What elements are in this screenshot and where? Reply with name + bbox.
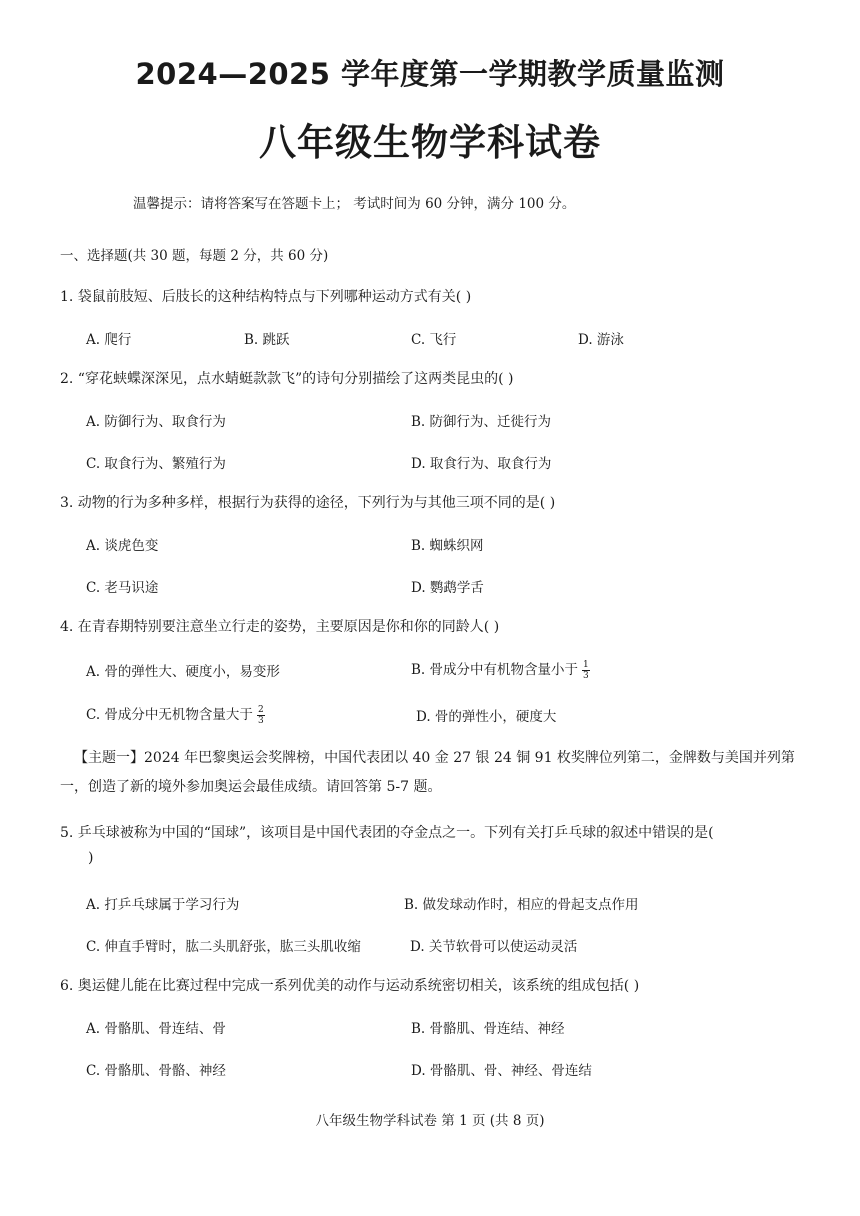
question-2-option-b: B. 防御行为、迁徙行为 bbox=[411, 414, 552, 430]
exam-subtitle: 八年级生物学科试卷 bbox=[259, 121, 601, 164]
question-5-option-b: B. 做发球动作时，相应的骨起支点作用 bbox=[404, 897, 639, 913]
question-6-option-d: D. 骨骼肌、骨、神经、骨连结 bbox=[411, 1063, 592, 1079]
question-3-option-b: B. 蜘蛛织网 bbox=[411, 538, 484, 554]
question-3-stem: 3. 动物的行为多种多样，根据行为获得的途径，下列行为与其他三项不同的是( ) bbox=[60, 495, 556, 511]
question-5-option-a: A. 打乒乓球属于学习行为 bbox=[86, 897, 240, 913]
question-1-option-b: B. 跳跃 bbox=[244, 332, 290, 348]
section-title: 一、选择题(共 30 题，每题 2 分，共 60 分) bbox=[60, 248, 329, 264]
fraction-two-thirds: $\frac{2}{3}$ bbox=[257, 705, 264, 726]
question-6-option-b: B. 骨骼肌、骨连结、神经 bbox=[411, 1021, 565, 1037]
question-5-option-d: D. 关节软骨可以使运动灵活 bbox=[410, 939, 578, 955]
question-3-option-a: A. 谈虎色变 bbox=[86, 538, 159, 554]
question-4-option-c-text: C. 骨成分中无机物含量大于 bbox=[86, 707, 253, 723]
question-1-stem: 1. 袋鼠前肢短、后肢长的这种结构特点与下列哪种运动方式有关( ) bbox=[60, 289, 472, 305]
question-3-option-d: D. 鹦鹉学舌 bbox=[411, 580, 484, 596]
question-6-option-c: C. 骨骼肌、骨骼、神经 bbox=[86, 1063, 226, 1079]
question-4-option-b-text: B. 骨成分中有机物含量小于 bbox=[411, 662, 579, 678]
theme-paragraph: 【主题一】2024 年巴黎奥运会奖牌榜，中国代表团以 40 金 27 银 24 铜 91 枚奖牌位列第二，金牌数与美国并列第一，创造了新的境外参加奥运会最佳成绩。请回答第 5-7 题。 bbox=[60, 750, 795, 795]
question-4-option-b bbox=[411, 658, 590, 681]
question-5-stem-continuation: ) bbox=[88, 850, 94, 866]
question-2-option-c: C. 取食行为、繁殖行为 bbox=[86, 456, 226, 472]
exam-tip: 温馨提示：请将答案写在答题卡上； 考试时间为 60 分钟，满分 100 分。 bbox=[133, 196, 576, 212]
question-2-stem: 2. “穿花蛱蝶深深见，点水蜻蜓款款飞”的诗句分别描绘了这两类昆虫的( ) bbox=[60, 371, 514, 387]
question-1-option-d: D. 游泳 bbox=[578, 332, 624, 348]
question-4-option-a: A. 骨的弹性大、硬度小，易变形 bbox=[86, 664, 280, 680]
question-4-stem: 4. 在青春期特别要注意坐立行走的姿势，主要原因是你和你的同龄人( ) bbox=[60, 619, 500, 635]
question-4-option-c bbox=[86, 703, 265, 726]
question-2-option-d: D. 取食行为、取食行为 bbox=[411, 456, 552, 472]
question-5-stem: 5. 乒乓球被称为中国的“国球”，该项目是中国代表团的夺金点之一。下列有关打乒乓球的叙述中错误的是( bbox=[60, 825, 714, 841]
exam-title: 2024—2025 学年度第一学期教学质量监测 bbox=[135, 57, 725, 91]
question-2-option-a: A. 防御行为、取食行为 bbox=[86, 414, 226, 430]
question-4-option-d: D. 骨的弹性小，硬度大 bbox=[416, 709, 557, 725]
question-3-option-c: C. 老马识途 bbox=[86, 580, 159, 596]
question-6-stem: 6. 奥运健儿能在比赛过程中完成一系列优美的动作与运动系统密切相关，该系统的组成包括( ) bbox=[60, 978, 640, 994]
page-footer: 八年级生物学科试卷 第 1 页 (共 8 页) bbox=[315, 1113, 545, 1129]
question-6-option-a: A. 骨骼肌、骨连结、骨 bbox=[86, 1021, 226, 1037]
fraction-one-third: $\frac{1}{3}$ bbox=[583, 660, 589, 681]
question-5-option-c: C. 伸直手臂时，肱二头肌舒张，肱三头肌收缩 bbox=[86, 939, 361, 955]
question-1-option-c: C. 飞行 bbox=[411, 332, 457, 348]
question-1-option-a: A. 爬行 bbox=[86, 332, 132, 348]
